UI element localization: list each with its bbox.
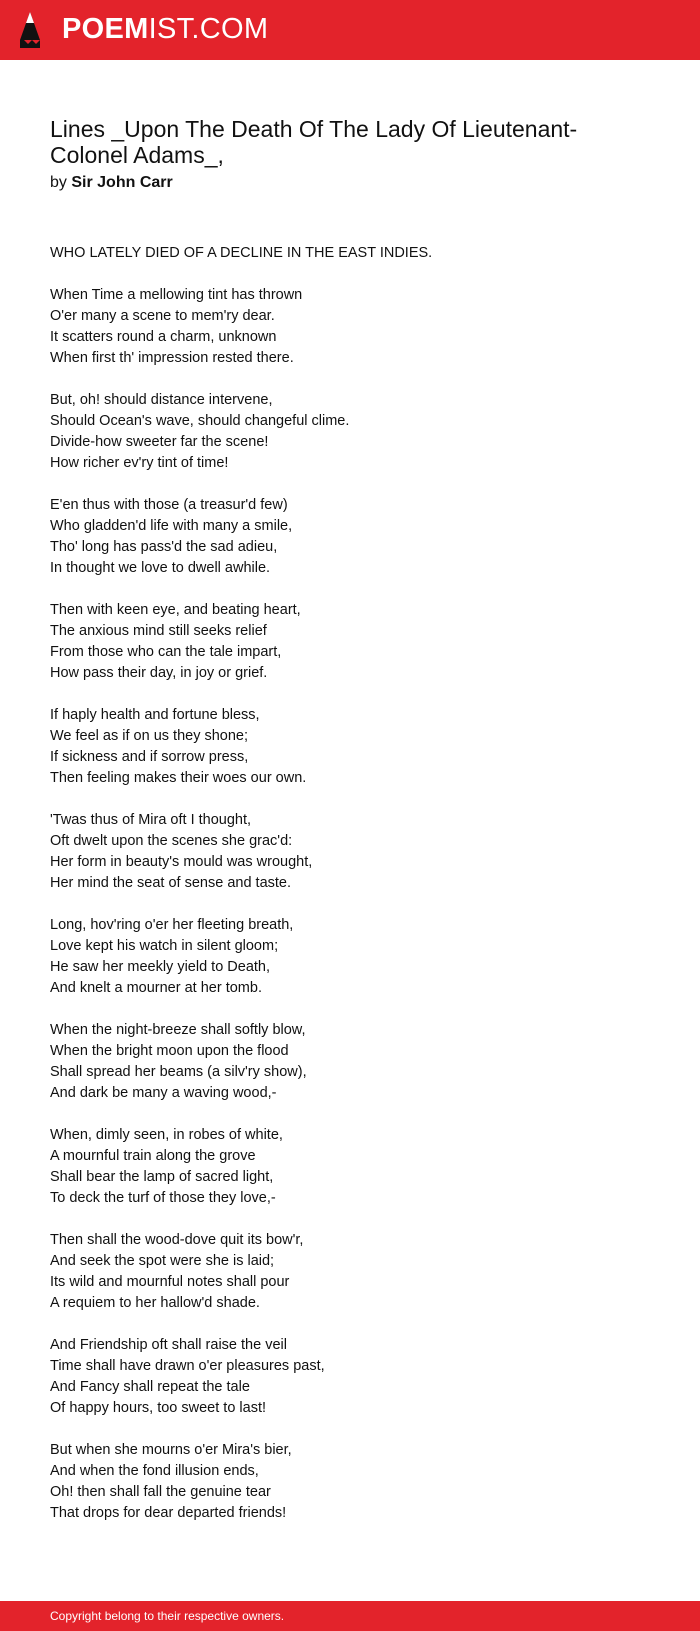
poem-line: How richer ev'ry tint of time! bbox=[50, 455, 229, 471]
poem-line: In thought we love to dwell awhile. bbox=[50, 560, 271, 576]
poem-line: Divide-how sweeter far the scene! bbox=[50, 434, 269, 450]
poem-stanza bbox=[50, 495, 650, 579]
poem-line: When first th' impression rested there. bbox=[50, 350, 294, 366]
poem-line: Who gladden'd life with many a smile, bbox=[50, 518, 293, 534]
poem-stanza bbox=[50, 705, 650, 789]
poem-body bbox=[50, 243, 650, 1545]
logo-bold-text: POEM bbox=[62, 13, 149, 45]
poem-line: And seek the spot were she is laid; bbox=[50, 1253, 275, 1269]
poem-line: 'Twas thus of Mira oft I thought, bbox=[50, 812, 252, 828]
poem-line: Then feeling makes their woes our own. bbox=[50, 770, 307, 786]
poem-stanza bbox=[50, 915, 650, 999]
poem-line: Her form in beauty's mould was wrought, bbox=[50, 854, 313, 870]
poem-byline bbox=[50, 172, 173, 194]
poem-line: It scatters round a charm, unknown bbox=[50, 329, 277, 345]
poem-stanza bbox=[50, 1335, 650, 1419]
poem-line: If sickness and if sorrow press, bbox=[50, 749, 249, 765]
poem-line: E'en thus with those (a treasur'd few) bbox=[50, 497, 288, 513]
poem-line: And dark be many a waving wood,- bbox=[50, 1085, 277, 1101]
poem-stanza bbox=[50, 390, 650, 474]
poem-line: Tho' long has pass'd the sad adieu, bbox=[50, 539, 278, 555]
poem-line: Oft dwelt upon the scenes she grac'd: bbox=[50, 833, 293, 849]
poem-line: Her mind the seat of sense and taste. bbox=[50, 875, 291, 891]
poem-stanza bbox=[50, 600, 650, 684]
poem-line: And when the fond illusion ends, bbox=[50, 1463, 259, 1479]
poem-line: And Friendship oft shall raise the veil bbox=[50, 1337, 287, 1353]
poem-line: He saw her meekly yield to Death, bbox=[50, 959, 271, 975]
poem-line: The anxious mind still seeks relief bbox=[50, 623, 267, 639]
site-footer bbox=[0, 1601, 700, 1631]
pencil-tip-icon[interactable] bbox=[18, 10, 42, 50]
poem-line: Oh! then shall fall the genuine tear bbox=[50, 1484, 271, 1500]
poem-line: When the bright moon upon the flood bbox=[50, 1043, 289, 1059]
site-header bbox=[0, 0, 700, 60]
poem-line: If haply health and fortune bless, bbox=[50, 707, 260, 723]
poem-line: WHO LATELY DIED OF A DECLINE IN THE EAST INDIES. bbox=[50, 245, 433, 261]
poem-line: But, oh! should distance intervene, bbox=[50, 392, 273, 408]
poem-line: Then shall the wood-dove quit its bow'r, bbox=[50, 1232, 304, 1248]
poem-line: We feel as if on us they shone; bbox=[50, 728, 249, 744]
poem-line: That drops for dear departed friends! bbox=[50, 1505, 287, 1521]
by-label: by bbox=[50, 174, 67, 191]
poem-stanza bbox=[50, 1125, 650, 1209]
poem-stanza bbox=[50, 285, 650, 369]
poem-line: Its wild and mournful notes shall pour bbox=[50, 1274, 290, 1290]
poem-line: O'er many a scene to mem'ry dear. bbox=[50, 308, 275, 324]
poem-line: When, dimly seen, in robes of white, bbox=[50, 1127, 283, 1143]
poem-line: When Time a mellowing tint has thrown bbox=[50, 287, 303, 303]
poem-stanza bbox=[50, 810, 650, 894]
poem-line: But when she mourns o'er Mira's bier, bbox=[50, 1442, 292, 1458]
poem-line: When the night-breeze shall softly blow, bbox=[50, 1022, 306, 1038]
poem-line: Long, hov'ring o'er her fleeting breath, bbox=[50, 917, 294, 933]
poem-line: From those who can the tale impart, bbox=[50, 644, 282, 660]
poem-line: Then with keen eye, and beating heart, bbox=[50, 602, 301, 618]
poem-stanza bbox=[50, 1020, 650, 1104]
poem-line: And Fancy shall repeat the tale bbox=[50, 1379, 250, 1395]
logo-light-text: IST.COM bbox=[148, 13, 269, 45]
poem-line: A requiem to her hallow'd shade. bbox=[50, 1295, 260, 1311]
poem-line: To deck the turf of those they love,- bbox=[50, 1190, 276, 1206]
poem-stanza bbox=[50, 1440, 650, 1524]
poem-line: Time shall have drawn o'er pleasures past, bbox=[50, 1358, 325, 1374]
poem-line: How pass their day, in joy or grief. bbox=[50, 665, 268, 681]
poem-line: And knelt a mourner at her tomb. bbox=[50, 980, 262, 996]
poem-title: Lines _Upon The Death Of The Lady Of Lieutenant-Colonel Adams_, bbox=[50, 116, 578, 168]
poem-author: Sir John Carr bbox=[71, 174, 173, 191]
poem-line: Should Ocean's wave, should changeful clime. bbox=[50, 413, 350, 429]
poem-line: Love kept his watch in silent gloom; bbox=[50, 938, 279, 954]
site-logo[interactable] bbox=[62, 11, 268, 47]
poem-stanza bbox=[50, 243, 650, 264]
poem-stanza bbox=[50, 1230, 650, 1314]
poem-line: Shall spread her beams (a silv'ry show), bbox=[50, 1064, 307, 1080]
copyright-text: Copyright belong to their respective owners. bbox=[50, 1609, 285, 1623]
poem-line: Shall bear the lamp of sacred light, bbox=[50, 1169, 274, 1185]
poem-line: A mournful train along the grove bbox=[50, 1148, 256, 1164]
poem-line: Of happy hours, too sweet to last! bbox=[50, 1400, 267, 1416]
